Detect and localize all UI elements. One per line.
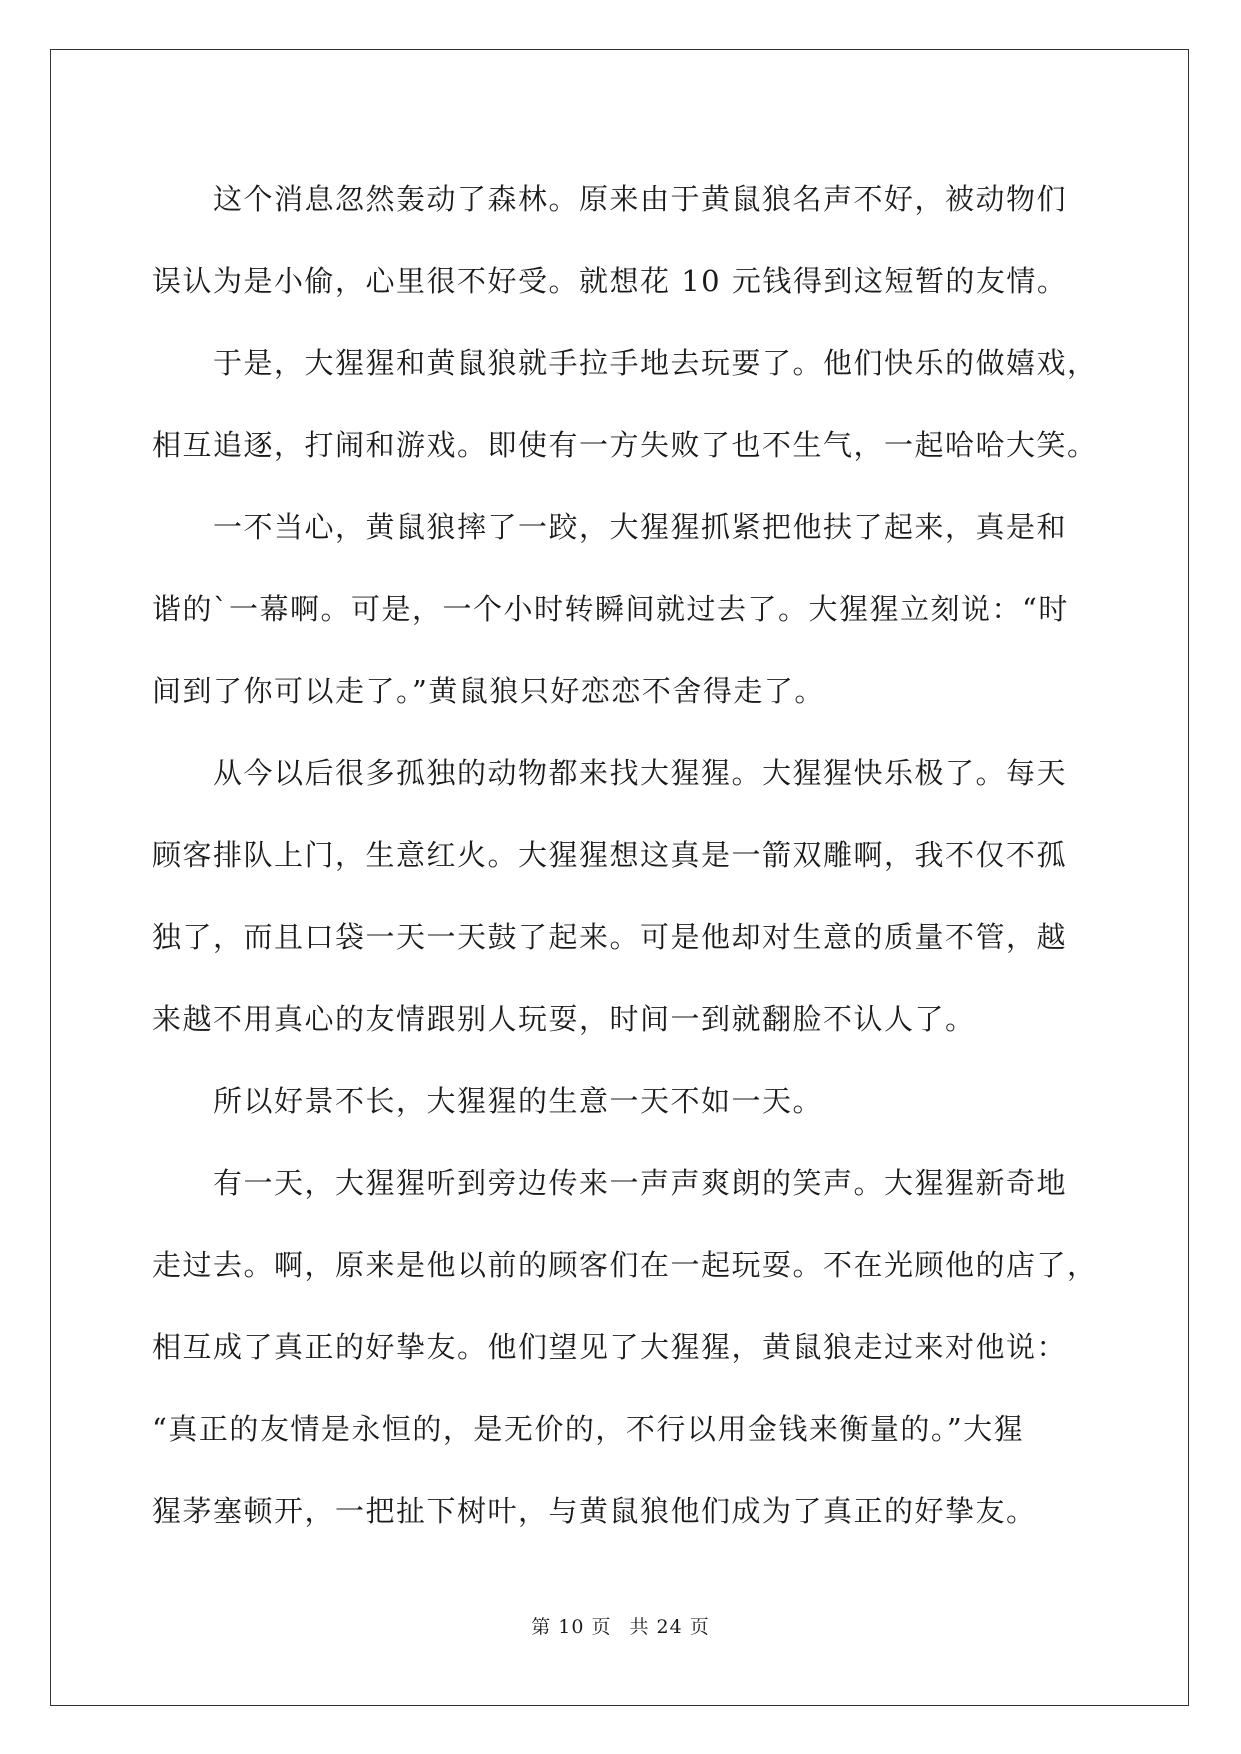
text-line: 猩茅塞顿开，一把扯下树叶，与黄鼠狼他们成为了真正的好挚友。: [152, 1494, 1037, 1528]
text-line: 于是，大猩猩和黄鼠狼就手拉手地去玩要了。他们快乐的做嬉戏，: [213, 346, 1098, 380]
page-footer: [0, 1612, 1241, 1639]
text-line: 谐的`一幕啊。可是，一个小时转瞬间就过去了。大猩猩立刻说：“时: [152, 592, 1069, 626]
text-line: 独了，而且口袋一天一天鼓了起来。可是他却对生意的质量不管，越: [152, 920, 1068, 954]
text-line: 所以好景不长，大猩猩的生意一天不如一天。: [213, 1084, 824, 1118]
page-total: 共 24 页: [629, 1616, 710, 1638]
paragraph: [152, 1142, 1098, 1552]
text-line: 有一天，大猩猩听到旁边传来一声声爽朗的笑声。大猩猩新奇地: [213, 1166, 1068, 1200]
text-line: 误认为是小偷，心里很不好受。就想花 10 元钱得到这短暂的友情。: [152, 264, 1068, 298]
text-line: “真正的友情是永恒的，是无价的，不行以用金钱来衡量的。”大猩: [152, 1412, 1025, 1446]
page-number: 第 10 页: [531, 1616, 612, 1638]
paragraph: [152, 486, 1090, 732]
text-line: 来越不用真心的友情跟别人玩耍，时间一到就翻脸不认人了。: [152, 1002, 976, 1036]
paragraph: [152, 322, 1098, 486]
text-line: 相互追逐，打闹和游戏。即使有一方失败了也不生气，一起哈哈大笑。: [152, 428, 1098, 462]
text-line: 间到了你可以走了。”黄鼠狼只好恋恋不舍得走了。: [152, 674, 825, 708]
text-line: 一不当心，黄鼠狼摔了一跤，大猩猩抓紧把他扶了起来，真是和: [213, 510, 1068, 544]
paragraph: [152, 732, 1090, 1060]
paragraph: [152, 1060, 1090, 1142]
text-line: 相互成了真正的好挚友。他们望见了大猩猩，黄鼠狼走过来对他说：: [152, 1330, 1068, 1364]
paragraph: [152, 158, 1090, 322]
document-body: [152, 158, 1098, 1552]
text-line: 走过去。啊，原来是他以前的顾客们在一起玩耍。不在光顾他的店了，: [152, 1248, 1098, 1282]
text-line: 从今以后很多孤独的动物都来找大猩猩。大猩猩快乐极了。每天: [213, 756, 1068, 790]
text-line: 顾客排队上门，生意红火。大猩猩想这真是一箭双雕啊，我不仅不孤: [152, 838, 1068, 872]
text-line: 这个消息忽然轰动了森林。原来由于黄鼠狼名声不好，被动物们: [213, 182, 1068, 216]
